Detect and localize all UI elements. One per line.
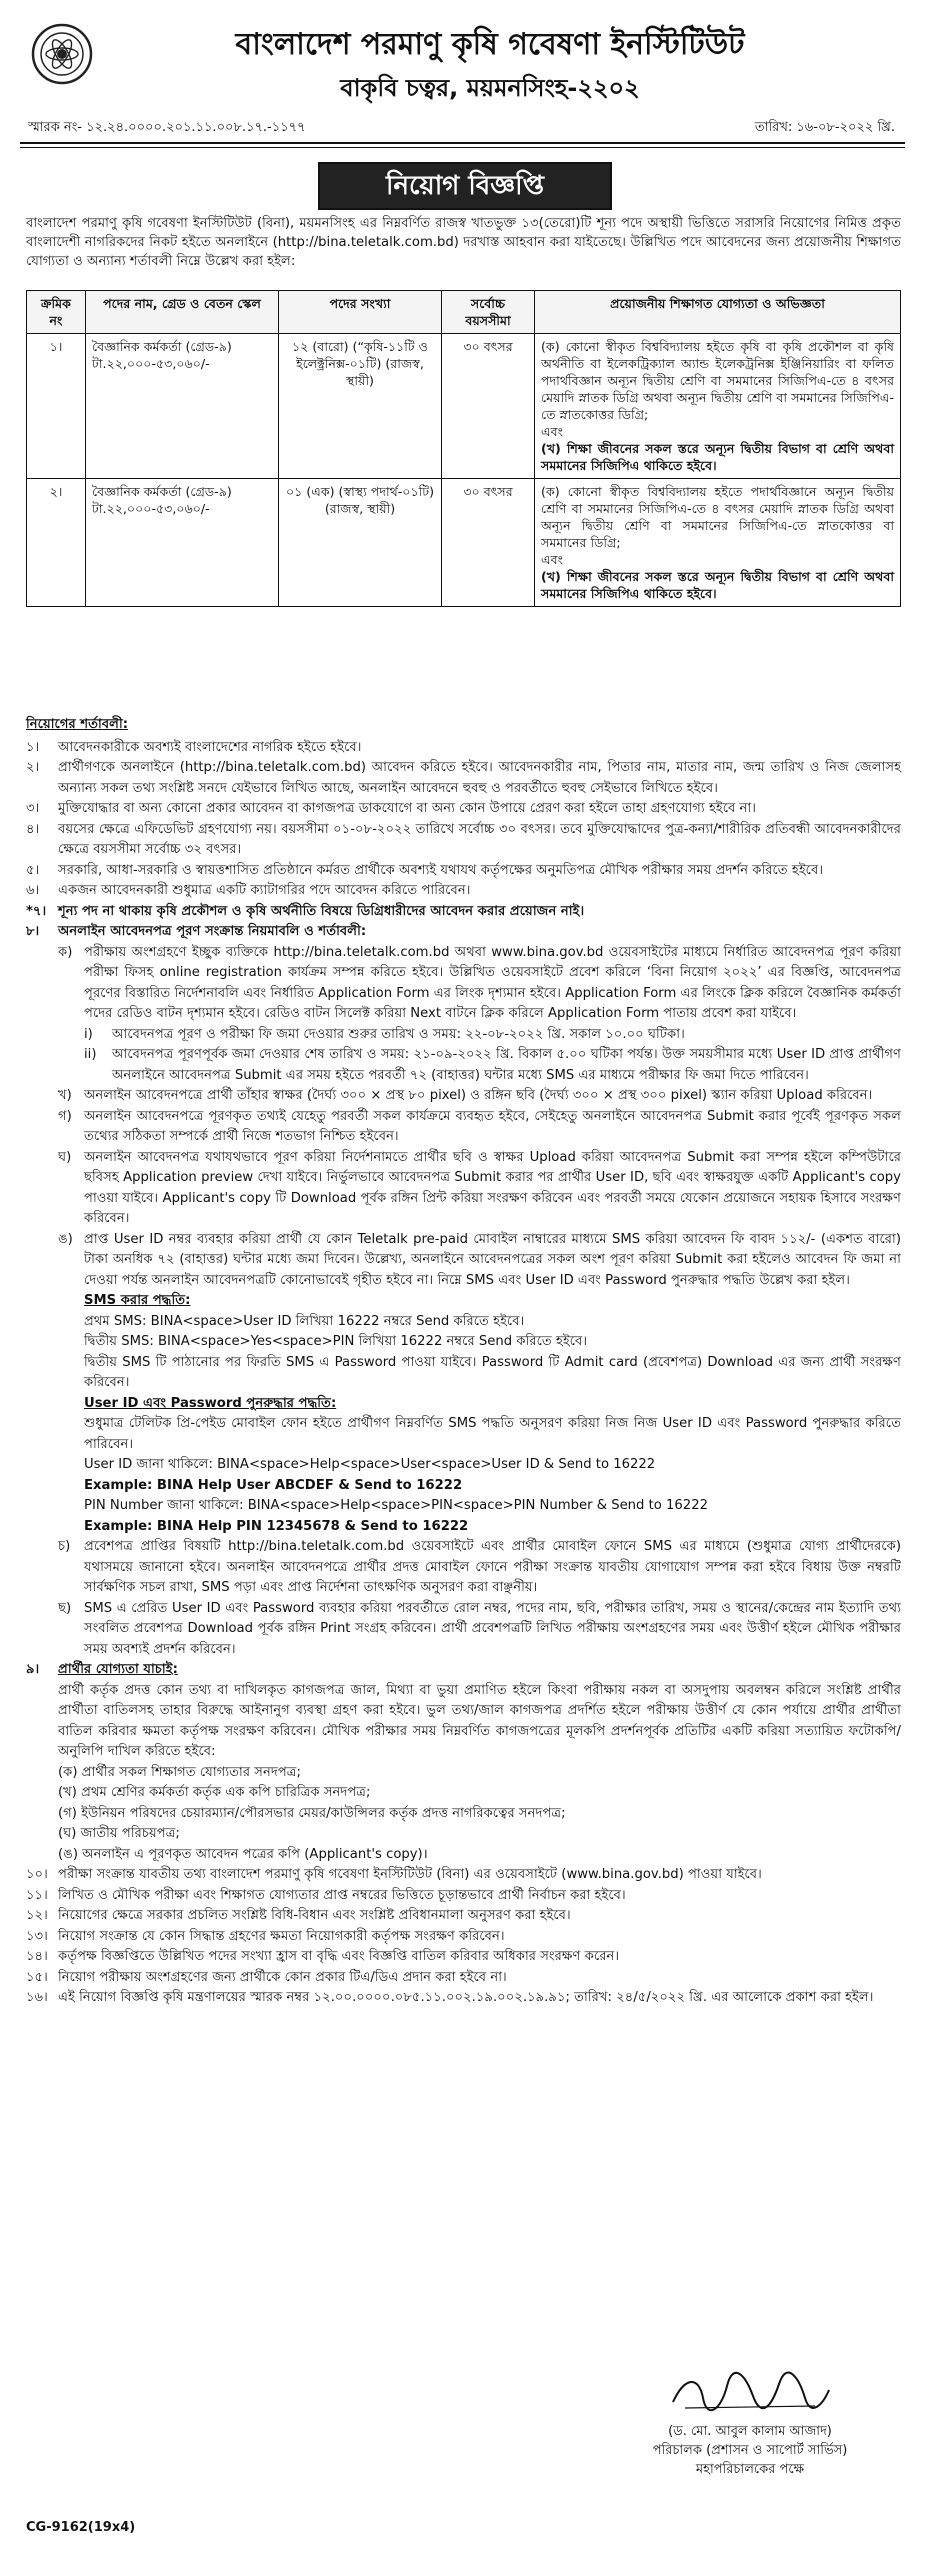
organization-name: বাংলাদেশ পরমাণু কৃষি গবেষণা ইনস্টিটিউট (235, 27, 745, 62)
condition-item: *৭। শূন্য পদ না থাকায় কৃষি প্রকৌশল ও কৃষি অর্থনীতি বিষয়ে ডিগ্রিধারীদের আবেদন করার প্রয়োজন নাই। (26, 903, 585, 919)
condition-subitem: ii) আবেদনপত্র পূরণপূর্বক জমা দেওয়ার শেষ তারিখ ও সময়: ২১-০৯-২০২২ খ্রি. বিকাল ৫.০০ ঘটিকা পর্যন্ত। উক্ত সময়সীমার মধ্যে User ID প্রাপ্ত প্রার্থীগণ অনলাইনে আবেদনপত্র Submit এর সময় হইতে পরবর্তী ৭২ (বাহাত্তর) ঘন্টার মধ্যে SMS এর মাধ্যমে পরীক্ষার ফি জমা দিতে পারিবেন। (84, 1047, 901, 1083)
col-count: পদের সংখ্যা (279, 291, 442, 334)
condition-item: ১২। নিয়োগের ক্ষেত্রে সরকার প্রচলিত সংশ্লিষ্ট বিধি-বিধান এবং সংশ্লিষ্ট প্রবিধানমালা অনুসরণ করা হইবে। (26, 1908, 571, 1923)
recovery-userid-example: Example: BINA Help User ABCDEF & Send to 16222 (84, 1477, 463, 1493)
intro-paragraph: বাংলাদেশ পরমাণু কৃষি গবেষণা ইনস্টিটিউট (বিনা), ময়মনসিংহ এর নিম্নবর্ণিত রাজস্ব খাতভুক্ত ১৩(তেরো)টি শূন্য পদে অস্থায়ী ভিত্তিতে সরাসরি নিয়োগের নিমিত্ত প্রকৃত বাংলাদেশী নাগরিকদের নিকট হইতে অনলাইনে (http://bina.teletalk.com.bd) দরখাস্ত আহবান করা যাইতেছে। উল্লিখিত পদে আবেদনের জন্য প্রয়োজনীয় শিক্ষাগত যোগ্যতা ও অন্যান্য শর্তাবলী নিম্নে উল্লেখ করা হইল: (26, 216, 901, 269)
table-header-row (27, 291, 901, 334)
requirement-b: (খ) শিক্ষা জীবনের সকল স্তরে অন্যূন দ্বিতীয় বিভাগ বা শ্রেণি অথবা সমমানের সিজিপিএ থাকিতে হইবে। (541, 569, 894, 601)
signatory-name: (ড. মো. আবুল কালাম আজাদ) (668, 2424, 832, 2439)
condition-item: ৮। অনলাইন আবেদনপত্র পূরণ সংক্রান্ত নিয়মাবলি ও শর্তাবলী: (26, 924, 367, 939)
memo-number: স্মারক নং- ১২.২৪.০০০০.২০১.১১.০০৮.১৭.-১১৭৭ (28, 120, 306, 135)
table-row (27, 479, 901, 607)
header-divider (20, 142, 905, 144)
condition-item: ১৫। নিয়োগ পরীক্ষায় অংশগ্রহণের জন্য প্রার্থীকে কোন প্রকার টিএ/ডিএ প্রদান করা হইবে না। (26, 1969, 507, 1985)
conditions-section (26, 715, 901, 2009)
institute-logo-icon (30, 22, 94, 86)
row-serial: ১। (27, 334, 86, 479)
circular-title: নিয়োগ বিজ্ঞপ্তি (318, 162, 612, 210)
recovery-pin: PIN Number জানা থাকিলে: BINA<space>Help<space>PIN<space>PIN Number & Send to 16222 (84, 1498, 708, 1513)
vacancy-table (26, 290, 901, 607)
document-item: (ঘ) জাতীয় পরিচয়পত্র; (58, 1826, 180, 1841)
row-serial: ২। (27, 479, 86, 607)
requirement-and: এবং (541, 552, 564, 567)
condition-subitem: ছ) SMS এ প্রেরিত User ID এবং Password ব্যবহার করিয়া পরবর্তীতে রোল নম্বর, পদের নাম, ছবি, পরীক্ষার তারিখ, সময় ও স্থানের/কেন্দ্রের নাম ইত্যাদি তথ্য সংবলিত প্রবেশপত্র Download পূর্বক রঙ্গিন Print সংগ্রহ করিবেন। প্রার্থী প্রবেশপত্রটি লিখিত পরীক্ষায় অংশগ্রহণের সময় এবং উত্তীর্ণ হইলে মৌখিক পরীক্ষার সময় অবশ্যই প্রদর্শন করিবেন। (58, 1600, 901, 1657)
col-post: পদের নাম, গ্রেড ও বেতন স্কেল (86, 291, 279, 334)
document-item: (ঙ) অনলাইন এ পূরণকৃত আবেদন পত্রের কপি (Applicant's copy)। (58, 1846, 428, 1862)
recovery-pin-example: Example: BINA Help PIN 12345678 & Send to 16222 (84, 1518, 469, 1534)
col-age: সর্বোচ্চ বয়সসীমা (442, 291, 535, 334)
footer-code: CG-9162(19x4) (26, 2520, 136, 2535)
header-divider-thin (20, 147, 905, 148)
document-item: (গ) ইউনিয়ন পরিষদের চেয়ারম্যান/পৌরসভার মেয়র/কাউন্সিলর কর্তৃক প্রদত্ত নাগরিকত্বের সনদপত্র; (58, 1805, 566, 1821)
condition-subitem: ঙ) প্রাপ্ত User ID নম্বর ব্যবহার করিয়া প্রার্থী যে কোন Teletalk pre-paid মোবাইল নাম্বারের মাধ্যমে SMS করিয়া আবেদন ফি বাবদ ১১২/- (একশত বারো) টাকা অনধিক ৭২ (বাহাত্তর) ঘন্টার মধ্যে জমা দিবেন। উল্লেখ্য, অনলাইনে আবেদনপত্রের সকল অংশ পূরণ করিয়া Submit করা হইলেও আবেদন ফি জমা না দেওয়া পর্যন্ত অনলাইন আবেদনপত্রটি কোনোভাবেই গৃহীত হইবে না। নিম্নে SMS এবং User ID এবং Password পুনরুদ্ধার পদ্ধতি উল্লেখ করা হইল। (58, 1231, 901, 1288)
condition-item: ৯। প্রার্থীর যোগ্যতা যাচাই: (26, 1662, 178, 1677)
condition-item: ১। আবেদনকারীকে অবশ্যই বাংলাদেশের নাগরিক হইতে হইবে। (26, 739, 362, 755)
condition-subitem: i) আবেদনপত্র পূরণ ও পরীক্ষা ফি জমা দেওয়ার শুরুর তারিখ ও সময়: ২২-০৮-২০২২ খ্রি. সকাল ১০.০০ ঘটিকা। (84, 1026, 685, 1042)
condition-item: ১১। লিখিত ও মৌখিক পরীক্ষা এবং শিক্ষাগত যোগ্যতার প্রাপ্ত নম্বরের ভিত্তিতে চূড়ান্তভাবে প্রার্থী নির্বাচন করা হইবে। (26, 1887, 626, 1903)
recovery-text: শুধুমাত্র টেলিটক প্রি-পেইড মোবাইল ফোন হইতে প্রার্থীগণ নিম্নবর্ণিত SMS পদ্ধতি অনুসরণ করিয়া নিজ নিজ User ID এবং Password পুনরুদ্ধার করিতে পারিবেন। (84, 1416, 901, 1452)
condition-item: ৩। মুক্তিযোদ্ধার বা অন্য কোনো প্রকার আবেদন বা কাগজপত্র ডাকযোগে বা অন্য কোন উপায়ে প্রেরণ করা হইলে তাহা গ্রহণযোগ্য হইবে না। (26, 801, 756, 816)
requirement-a: (ক) কোনো স্বীকৃত বিশ্ববিদ্যালয় হইতে পদার্থবিজ্ঞানে অন্যূন দ্বিতীয় শ্রেণি বা সমমানের সিজিপিএ-তে ৪ বৎসর মেয়াদি স্নাতক ডিগ্রি অথবা অন্যূন দ্বিতীয় শ্রেণি বা সমমানের সিজিপিএ-তে স্নাতকোত্তর বা সমমানের ডিগ্রি; (541, 484, 894, 550)
condition-subitem: গ) অনলাইন আবেদনপত্রে পূরণকৃত তথ্যই যেহেতু পরবর্তী সকল কার্যক্রমে ব্যবহৃত হইবে, সেইহেতু অনলাইনে আবেদনপত্র Submit করার পূর্বেই পূরণকৃত সকল তথ্যের সঠিকতা সম্পর্কে প্রার্থী নিজে শতভাগ নিশ্চিত হইবেন। (58, 1108, 901, 1144)
signature-block (600, 2368, 900, 2479)
letterhead (0, 0, 925, 180)
document-item: (ক) প্রার্থীর সকল শিক্ষাগত যোগ্যতার সনদপত্র; (58, 1764, 301, 1780)
condition-item: ১৬। এই নিয়োগ বিজ্ঞপ্তি কৃষি মন্ত্রণালয়ের স্মারক নম্বর ১২.০০.০০০০.০৮৫.১১.০০২.১৯.০০২.১৯.৯১; তারিখ: ২৪/৫/২০২২ খ্রি. এর আলোকে প্রকাশ করা হইল। (26, 1990, 874, 2005)
issue-date: তারিখ: ১৬-০৮-২০২২ খ্রি. (754, 120, 895, 135)
condition-subitem: চ) প্রবেশপত্র প্রাপ্তির বিষয়টি http://bina.teletalk.com.bd ওয়েবসাইটে এবং প্রার্থীর মোবাইল ফোনে SMS এর মাধ্যমে (শুধুমাত্র যোগ্য প্রার্থীদেরকে) যথাসময়ে জানানো হইবে। অনলাইন আবেদনপত্রে প্রার্থীর প্রদত্ত মোবাইল ফোনে পরীক্ষা সংক্রান্ত যাবতীয় যোগাযোগ সম্পন্ন করা হইবে বিধায় উক্ত নম্বরটি সার্বক্ষণিক সচল রাখা, SMS পড়া এবং প্রাপ্ত নির্দেশনা তাৎক্ষণিক অনুসরণ করা বাঞ্ছনীয়। (58, 1539, 901, 1595)
condition-item: ৬। একজন আবেদনকারী শুধুমাত্র একটি ক্যাটাগরির পদে আবেদন করিতে পারিবেন। (26, 883, 471, 898)
conditions-heading: নিয়োগের শর্তাবলী: (26, 717, 129, 732)
row-count: ০১ (এক) (স্বাস্থ্য পদার্থ-০১টি) (রাজস্ব, স্থায়ী) (279, 479, 442, 607)
recovery-userid: User ID জানা থাকিলে: BINA<space>Help<space>User<space>User ID & Send to 16222 (84, 1457, 656, 1472)
row-age: ৩০ বৎসর (442, 479, 535, 607)
col-requirements: প্রয়োজনীয় শিক্ষাগত যোগ্যতা ও অভিজ্ঞতা (535, 291, 901, 334)
sms-step: দ্বিতীয় SMS টি পাঠানোর পর ফিরতি SMS এ Password পাওয়া যাইবে। Password টি Admit card (প্রবেশপত্র) Download এর জন্য প্রার্থী সংরক্ষণ করিবেন। (84, 1354, 901, 1390)
condition-item: ১৪। কর্তৃপক্ষ বিজ্ঞপ্তিতে উল্লিখিত পদের সংখ্যা হ্রাস বা বৃদ্ধি এবং বিজ্ঞপ্তি বাতিল করিবার অধিকার সংরক্ষণ করেন। (26, 1949, 620, 1964)
condition-subitem: ক) পরীক্ষায় অংশগ্রহণে ইচ্ছুক ব্যক্তিকে http://bina.teletalk.com.bd অথবা www.bina.gov.bd ওয়েবসাইটের মাধ্যমে নির্ধারিত আবেদনপত্র পূরণ করিয়া পরীক্ষা ফিসহ online registration কার্যক্রম সম্পন্ন করিতে হইবে। উল্লিখিত ওয়েবসাইটে প্রবেশ করিলে ‘বিনা নিয়োগ ২০২২’ এর বিজ্ঞপ্তি, আবেদনপত্র পূরণের বিস্তারিত নির্দেশনাবলি এবং নির্ধারিত Application Form এর লিংক দৃশ্যমান হইবে। Application Form এর লিংকে ক্লিক করিলে বৈজ্ঞানিক কর্মকর্তা পদের রেডিও বাটন দৃশ্যমান হইবে। রেডিও বাটন সিলেক্ট করিয়া Next বাটনে ক্লিক করিলে Application Form পাতায় প্রবেশ করা যাইবে। (58, 944, 901, 1021)
row-post: বৈজ্ঞানিক কর্মকর্তা (গ্রেড-৯) টা.২২,০০০-৫৩,০৬০/- (86, 479, 279, 607)
recovery-heading: User ID এবং Password পুনরুদ্ধার পদ্ধতি: (84, 1395, 337, 1411)
row-count: ১২ (বারো) (“কৃষি-১১টি ও ইলেক্ট্রনিক্স-০১টি) (রাজস্ব, স্থায়ী) (279, 334, 442, 479)
signatory-on-behalf: মহাপরিচালকের পক্ষে (695, 2462, 805, 2477)
requirement-a: (ক) কোনো স্বীকৃত বিশ্ববিদ্যালয় হইতে কৃষি বা কৃষি প্রকৌশল বা কৃষি অর্থনীতি বা ইলেকট্রিক্যাল অ্যান্ড ইলেকট্রনিক্স ইঞ্জিনিয়ারিং বা ফলিত পদার্থবিজ্ঞান অন্যূন দ্বিতীয় শ্রেণি বা সমমানের সিজিপিএ-তে ৪ বৎসর মেয়াদি স্নাতক ডিগ্রি অথবা অন্যূন দ্বিতীয় শ্রেণি বা সমমানের সিজিপিএ-তে স্নাতকোত্তর ডিগ্রি; (541, 339, 894, 422)
condition-item: ২। প্রার্থীগণকে অনলাইনে (http://bina.teletalk.com.bd) আবেদন করিতে হইবে। আবেদনকারীর নাম, পিতার নাম, মাতার নাম, জন্ম তারিখ ও নিজ জেলাসহ অন্যান্য সকল তথ্য সংশ্লিষ্ট সনদে যেইভাবে লিখিত আছে, অনলাইন আবেদনে হুবহু ও পরবর্তীতে হুবহু সেইভাবে লিখিতে হইবে। (26, 760, 901, 796)
requirement-and: এবং (541, 424, 564, 439)
row-requirements (535, 334, 901, 479)
row-age: ৩০ বৎসর (442, 334, 535, 479)
condition-item: ১০। পরীক্ষা সংক্রান্ত যাবতীয় তথ্য বাংলাদেশ পরমাণু কৃষি গবেষণা ইনস্টিটিউট (বিনা) এর ওয়েবসাইটে (www.bina.gov.bd) পাওয়া যাইবে। (26, 1867, 762, 1882)
sms-heading: SMS করার পদ্ধতি: (84, 1293, 191, 1308)
sms-step: প্রথম SMS: BINA<space>User ID লিখিয়া 16222 নম্বরে Send করিতে হইবে। (84, 1313, 525, 1329)
condition-item: ৫। সরকারি, আধা-সরকারি ও স্বায়ত্তশাসিত প্রতিষ্ঠানে কর্মরত প্রার্থীকে অবশ্যই যথাযথ কর্তৃপক্ষের অনুমতিপত্র মৌখিক পরীক্ষার সময় প্রদর্শন করিতে হইবে। (26, 862, 824, 878)
document-item: (খ) প্রথম শ্রেণির কর্মকর্তা কর্তৃক এক কপি চারিত্রিক সনদপত্র; (58, 1785, 371, 1800)
table-row (27, 334, 901, 479)
condition-item: ১৩। নিয়োগ সংক্রান্ত যে কোন সিদ্ধান্ত গ্রহণের ক্ষমতা নিয়োগকারী কর্তৃপক্ষ সংরক্ষণ করিবেন। (26, 1928, 505, 1944)
condition-subitem: খ) অনলাইন আবেদনপত্রে প্রার্থী তাঁহার স্বাক্ষর (দৈর্ঘ্য ৩০০ × প্রস্থ ৮০ pixel) ও রঙ্গিন ছবি (দৈর্ঘ্য ৩০০ × প্রস্থ ৩০০ pixel) স্ক্যান করিয়া Upload করিবেন। (58, 1088, 873, 1103)
signature-scribble-icon (665, 2368, 835, 2416)
organization-address: বাকৃবি চত্বর, ময়মনসিংহ-২২০২ (340, 74, 640, 102)
col-serial: ক্রমিক নং (27, 291, 86, 334)
condition-subitem: ঘ) অনলাইন আবেদনপত্র যথাযথভাবে পূরণ করিয়া নির্দেশনামতে প্রার্থীর ছবি ও স্বাক্ষর Upload করিয়া আবেদনপত্র Submit করা সম্পন্ন হইলে কম্পিউটারে ছবিসহ Application preview দেখা যাইবে। নির্ভুলভাবে আবেদনপত্র Submit করার পর প্রার্থীর User ID, ছবি এবং স্বাক্ষরযুক্ত একটি Applicant's copy পাওয়া যাইবে। Applicant's copy টি Download পূর্বক রঙ্গিন প্রিন্ট করিয়া সংরক্ষণ করিবেন এবং পরবর্তী সময়ে যেকোন প্রয়োজনে সহায়ক হিসাবে সংরক্ষণ করিবেন। (58, 1149, 901, 1226)
sms-step: দ্বিতীয় SMS: BINA<space>Yes<space>PIN লিখিয়া 16222 নম্বরে Send করিতে হইবে। (84, 1334, 588, 1349)
signatory-designation: পরিচালক (প্রশাসন ও সাপোর্ট সার্ভিস) (652, 2443, 848, 2458)
verification-text: প্রার্থী কর্তৃক প্রদত্ত কোন তথ্য বা দাখিলকৃত কাগজপত্র জাল, মিথ্যা বা ভুয়া প্রমাণিত হইলে কিংবা পরীক্ষায় নকল বা অসদুপায় অবলম্বন করিলে সংশ্লিষ্ট প্রার্থীর প্রার্থীতা বাতিলসহ তাহার বিরুদ্ধে আইনানুগ ব্যবস্থা গ্রহণ করা হইবে। ভুল তথ্য/জাল কাগজপত্র প্রদর্শিত হইলে পরীক্ষায় উত্তীর্ণ যে কোন পর্যায়ে প্রার্থীর প্রার্থীতা বাতিল করিবার ক্ষমতা কর্তৃপক্ষ সংরক্ষণ করিবেন। মৌখিক পরীক্ষার সময় নিম্নবর্ণিত কাগজপত্রের মূলকপি প্রদর্শনপূর্বক প্রতিটির একটি করিয়া সত্যায়িত ফটোকপি/অনুলিপি দাখিল করিতে হইবে: (58, 1682, 901, 1759)
requirement-b: (খ) শিক্ষা জীবনের সকল স্তরে অন্যূন দ্বিতীয় বিভাগ বা শ্রেণি অথবা সমমানের সিজিপিএ থাকিতে হইবে। (541, 441, 894, 473)
row-requirements (535, 479, 901, 607)
condition-item: ৪। বয়সের ক্ষেত্রে এফিডেভিট গ্রহণযোগ্য নয়। বয়সসীমা ০১-০৮-২০২২ তারিখে সর্বোচ্চ ৩০ বৎসর। তবে মুক্তিযোদ্ধাদের পুত্র-কন্যা/শারীরিক প্রতিবন্ধী আবেদনকারীদের ক্ষেত্রে বয়সসীমা সর্বোচ্চ ৩২ বৎসর। (26, 821, 901, 857)
row-post: বৈজ্ঞানিক কর্মকর্তা (গ্রেড-৯) টা.২২,০০০-৫৩,০৬০/- (86, 334, 279, 479)
